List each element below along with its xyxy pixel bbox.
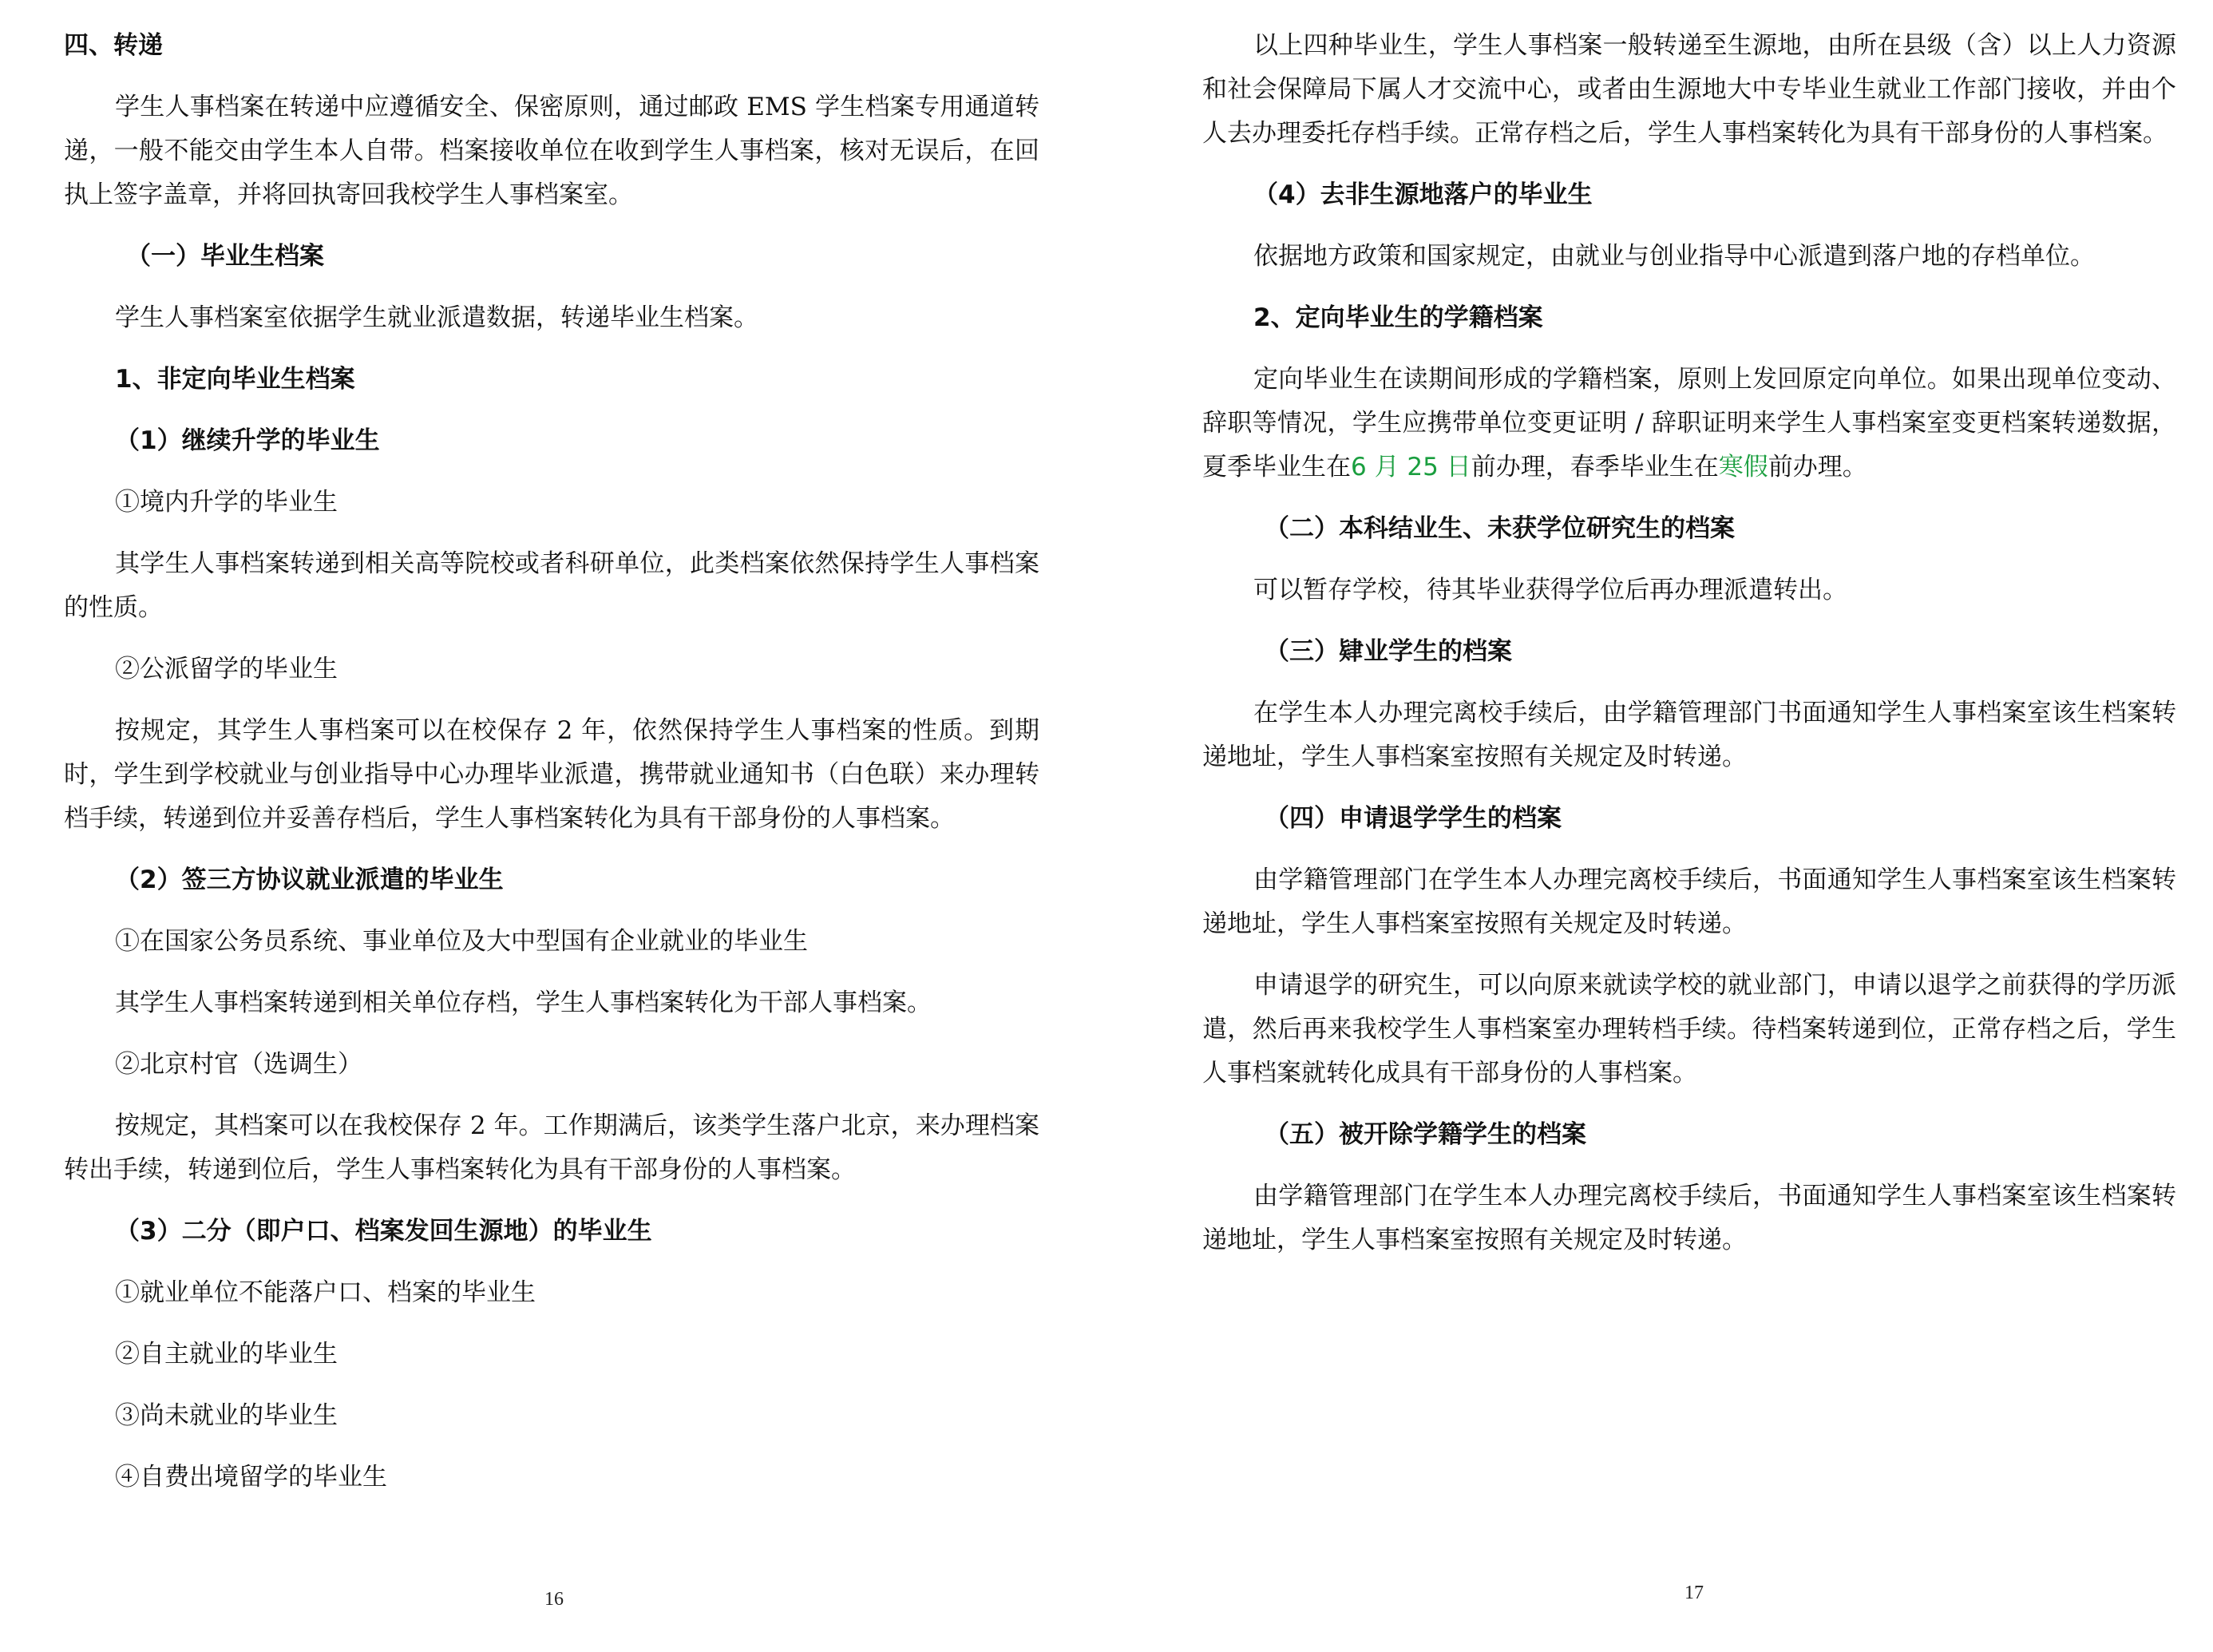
paragraph: 按规定，其学生人事档案可以在校保存 2 年，依然保持学生人事档案的性质。到期时，学生到学校就业与创业指导中心办理毕业派遣，携带就业通知书（白色联）来办理转档手续，转递到位并妥善存档后，学生人事档案转化为具有干部身份的人事档案。 — [64, 716, 1039, 833]
subsection-heading: （4）去非生源地落户的毕业生 — [1253, 180, 1593, 209]
list-item: ①在国家公务员系统、事业单位及大中型国有企业就业的毕业生 — [115, 927, 808, 956]
paragraph: 按规定，其档案可以在我校保存 2 年。工作期满后，该类学生落户北京，来办理档案转出手续，转递到位后，学生人事档案转化为具有干部身份的人事档案。 — [64, 1111, 1039, 1184]
right-page — [1106, 0, 2213, 1652]
paragraph: 申请退学的研究生，可以向原来就读学校的就业部门，申请以退学之前获得的学历派遣，然后再来我校学生人事档案室办理转档手续。待档案转递到位，正常存档之后，学生人事档案就转化成具有干部身份的人事档案。 — [1202, 971, 2176, 1087]
paragraph: 在学生本人办理完离校手续后，由学籍管理部门书面通知学生人事档案室该生档案转递地址，学生人事档案室按照有关规定及时转递。 — [1202, 699, 2176, 771]
page-number: 17 — [1684, 1583, 1704, 1603]
subsection-heading: （四）申请退学学生的档案 — [1265, 804, 1562, 833]
paragraph-text: 定向毕业生在读期间形成的学籍档案，原则上发回原定向单位。如果出现单位变动、辞职等情况，学生应携带单位变更证明 / 辞职证明来学生人事档案室变更档案转递数据，夏季毕业生在 — [1202, 365, 2176, 481]
paragraph: 其学生人事档案转递到相关单位存档，学生人事档案转化为干部人事档案。 — [115, 988, 932, 1017]
paragraph-text: 前办理，春季毕业生在 — [1471, 453, 1719, 481]
paragraph: 学生人事档案在转递中应遵循安全、保密原则，通过邮政 EMS 学生档案专用通道转递，一般不能交由学生本人自带。档案接收单位在收到学生人事档案，核对无误后，在回执上签字盖章，并将回执寄回我校学生人事档案室。 — [64, 93, 1039, 209]
paragraph: 学生人事档案室依据学生就业派遣数据，转递毕业生档案。 — [115, 303, 758, 332]
section-heading: 四、转递 — [64, 31, 163, 60]
subsection-heading: （2）签三方协议就业派遣的毕业生 — [115, 866, 504, 894]
page-number: 16 — [544, 1589, 564, 1610]
left-page-content — [64, 24, 1039, 1517]
list-item: ①境内升学的毕业生 — [115, 488, 338, 517]
subsection-heading: （二）本科结业生、未获学位研究生的档案 — [1265, 514, 1735, 543]
list-item: ①就业单位不能落户口、档案的毕业生 — [115, 1278, 536, 1307]
right-page-content — [1202, 24, 2176, 1280]
paragraph: 其学生人事档案转递到相关高等院校或者科研单位，此类档案依然保持学生人事档案的性质。 — [64, 549, 1039, 622]
subsection-heading: （五）被开除学籍学生的档案 — [1265, 1120, 1586, 1149]
subsection-heading: 1、非定向毕业生档案 — [115, 365, 355, 394]
paragraph-text: 前办理。 — [1768, 453, 1867, 481]
highlighted-term: 寒假 — [1718, 453, 1768, 481]
list-item: ②自主就业的毕业生 — [115, 1340, 338, 1369]
highlighted-date: 6 月 25 日 — [1351, 453, 1471, 481]
subsection-heading: （3）二分（即户口、档案发回生源地）的毕业生 — [115, 1217, 652, 1246]
paragraph: 依据地方政策和国家规定，由就业与创业指导中心派遣到落户地的存档单位。 — [1253, 242, 2095, 271]
subsection-heading: （1）继续升学的毕业生 — [115, 426, 380, 455]
subsection-heading: 2、定向毕业生的学籍档案 — [1253, 303, 1543, 332]
paragraph: 以上四种毕业生，学生人事档案一般转递至生源地，由所在县级（含）以上人力资源和社会保障局下属人才交流中心，或者由生源地大中专毕业生就业工作部门接收，并由个人去办理委托存档手续。正常存档之后，学生人事档案转化为具有干部身份的人事档案。 — [1202, 31, 2176, 148]
list-item: ④自费出境留学的毕业生 — [115, 1463, 387, 1492]
subsection-heading: （三）肄业学生的档案 — [1265, 637, 1512, 666]
list-item: ②公派留学的毕业生 — [115, 655, 338, 683]
list-item: ②北京村官（选调生） — [115, 1050, 362, 1079]
list-item: ③尚未就业的毕业生 — [115, 1401, 338, 1430]
paragraph: 可以暂存学校，待其毕业获得学位后再办理派遣转出。 — [1253, 576, 1847, 604]
paragraph — [1202, 358, 2176, 489]
subsection-heading: （一）毕业生档案 — [126, 242, 324, 271]
paragraph: 由学籍管理部门在学生本人办理完离校手续后，书面通知学生人事档案室该生档案转递地址，学生人事档案室按照有关规定及时转递。 — [1202, 866, 2176, 938]
left-page — [0, 0, 1106, 1652]
paragraph: 由学籍管理部门在学生本人办理完离校手续后，书面通知学生人事档案室该生档案转递地址，学生人事档案室按照有关规定及时转递。 — [1202, 1182, 2176, 1254]
